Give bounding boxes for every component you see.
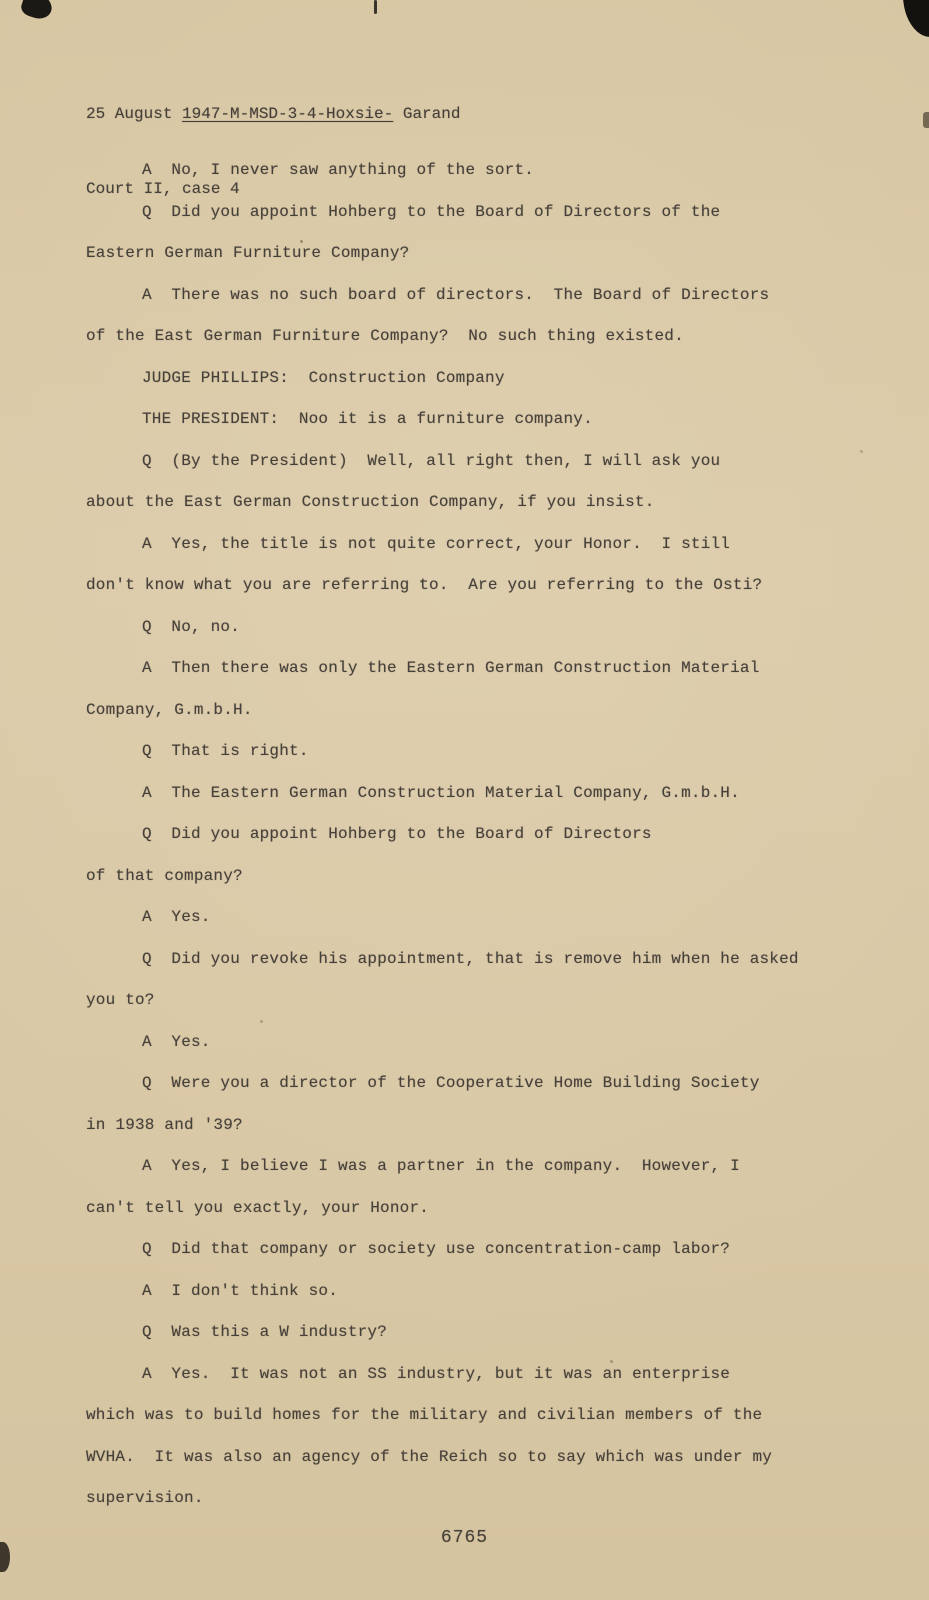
transcript-line: supervision. (86, 1489, 204, 1507)
header-reference-code: 1947-M-MSD-3-4-Hoxsie- (182, 105, 394, 123)
header-line-1 (86, 102, 460, 127)
transcript-line: Company, G.m.b.H. (86, 700, 253, 719)
transcript-line: can't tell you exactly, your Honor. (86, 1198, 430, 1217)
scan-artifact-top-mark (374, 0, 377, 14)
header-date: 25 August (86, 105, 183, 123)
transcript-line: about the East German Construction Company, if you insist. (86, 493, 655, 511)
transcript-line: don't know what you are referring to. Are you referring to the Osti? (86, 576, 763, 594)
transcript-line: Q (By the President) Well, all right then, I will ask you (142, 451, 721, 470)
transcript-line: you to? (86, 991, 155, 1009)
transcript-line: A Yes, the title is not quite correct, your Honor. I still (142, 534, 731, 553)
transcript-body (86, 150, 889, 1520)
transcript-line: Q That is right. (142, 742, 309, 760)
transcript-line: Q Was this a W industry? (142, 1323, 388, 1341)
scan-artifact-top-left (19, 0, 55, 22)
transcript-line: of the East German Furniture Company? No such thing existed. (86, 327, 684, 345)
transcript-line: A I don't think so. (142, 1281, 339, 1300)
transcript-line: of that company? (86, 866, 243, 885)
transcript-line: A No, I never saw anything of the sort. (142, 161, 535, 179)
transcript-line: A The Eastern German Construction Material Company, G.m.b.H. (142, 783, 740, 802)
header-reporter: Garand (393, 105, 461, 123)
transcript-line: which was to build homes for the military and civilian members of the (86, 1406, 763, 1424)
transcript-line: A Yes. (142, 1032, 211, 1051)
scan-artifact-right-mark (923, 112, 929, 128)
transcript-line: A Yes. It was not an SS industry, but it was an enterprise (142, 1364, 731, 1383)
transcript-line: Q Did you appoint Hohberg to the Board of Directors of the (142, 202, 721, 221)
page-number: 6765 (440, 1528, 489, 1548)
transcript-line: Q Did you appoint Hohberg to the Board of Directors (142, 825, 652, 843)
transcript-line: JUDGE PHILLIPS: Construction Company (142, 368, 505, 387)
transcript-line: A There was no such board of directors. The Board of Directors (142, 285, 770, 304)
transcript-line: A Yes, I believe I was a partner in the company. However, I (142, 1157, 740, 1175)
transcript-line: in 1938 and '39? (86, 1115, 243, 1134)
transcript-line: THE PRESIDENT: Noo it is a furniture company. (142, 410, 593, 428)
transcript-line: Q Were you a director of the Cooperative Home Building Society (142, 1074, 760, 1092)
transcript-line: Q Did you revoke his appointment, that is remove him when he asked (142, 949, 799, 968)
transcript-line: Q Did that company or society use concentration-camp labor? (142, 1240, 731, 1258)
transcript-line: A Then there was only the Eastern German Construction Material (142, 659, 760, 677)
transcript-line: Q No, no. (142, 617, 241, 636)
transcript-line: WVHA. It was also an agency of the Reich so to say which was under my (86, 1447, 773, 1466)
transcript-line: A Yes. (142, 908, 211, 926)
transcript-line: Eastern German Furniture Company? (86, 244, 410, 262)
scan-artifact-top-right (902, 0, 929, 40)
header-line-2: Court II, case 4 (86, 180, 240, 198)
